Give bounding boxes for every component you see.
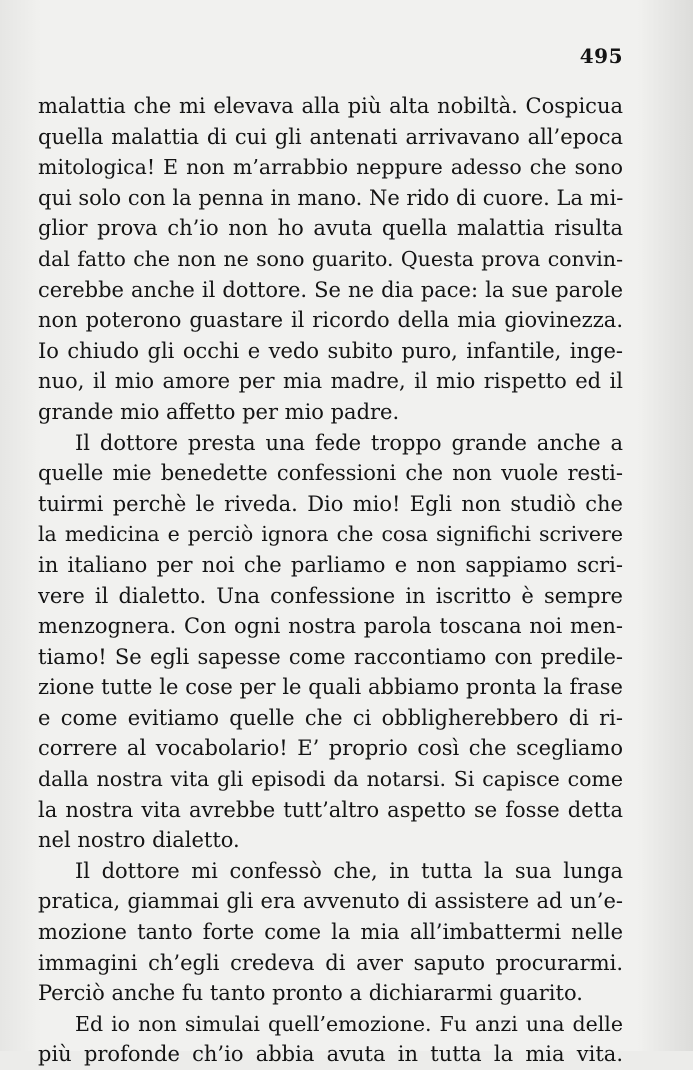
text-line: mitologica! E non m’arrabbio neppure adesso che sono bbox=[38, 155, 623, 180]
text-line: dal fatto che non ne sono guarito. Questa prova convin- bbox=[38, 246, 623, 271]
text-line: dalla nostra vita gli episodi da notarsi. Si capisce come bbox=[38, 767, 623, 792]
text-line: nuo, il mio amore per mia madre, il mio rispetto ed il bbox=[38, 369, 623, 394]
text-line: Ed io non simulai quell’emozione. Fu anzi una delle bbox=[75, 1011, 623, 1036]
text-line: non poterono guastare il ricordo della mia giovinezza. bbox=[38, 308, 623, 333]
text-line: in italiano per noi che parliamo e non sappiamo scri- bbox=[38, 552, 623, 577]
text-line: Il dottore presta una fede troppo grande anche a bbox=[75, 430, 623, 455]
text-line: Perciò anche fu tanto pronto a dichiararmi guarito. bbox=[38, 981, 583, 1006]
text-line: correre al vocabolario! E’ proprio così che scegliamo bbox=[38, 736, 623, 761]
text-line: e come evitiamo quelle che ci obbligherebbero di ri- bbox=[38, 705, 623, 730]
text-line: immagini ch’egli credeva di aver saputo procurarmi. bbox=[38, 950, 623, 975]
text-line: la nostra vita avrebbe tutt’altro aspetto se fosse detta bbox=[38, 797, 623, 822]
text-line: tuirmi perchè le riveda. Dio mio! Egli non studiò che bbox=[38, 491, 623, 516]
text-line: menzognera. Con ogni nostra parola toscana noi men- bbox=[38, 614, 623, 639]
text-line: Il dottore mi confessò che, in tutta la sua lunga bbox=[75, 858, 623, 883]
text-line: malattia che mi elevava alla più alta nobiltà. Cospicua bbox=[38, 94, 623, 118]
body-text bbox=[38, 91, 623, 1070]
text-line: pratica, giammai gli era avvenuto di assistere ad un’e- bbox=[38, 889, 623, 914]
text-line: la medicina e perciò ignora che cosa significhi scrivere bbox=[38, 522, 623, 547]
text-line: tiamo! Se egli sapesse come raccontiamo con predile- bbox=[38, 644, 623, 669]
text-line: più profonde ch’io abbia avuta in tutta la mia vita. bbox=[38, 1042, 623, 1067]
text-line: nel nostro dialetto. bbox=[38, 828, 240, 853]
text-line: qui solo con la penna in mano. Ne rido di cuore. La mi- bbox=[38, 185, 623, 210]
text-line: vere il dialetto. Una confessione in iscritto è sempre bbox=[38, 583, 623, 608]
text-line: grande mio affetto per mio padre. bbox=[38, 399, 400, 424]
page-number: 495 bbox=[579, 44, 623, 68]
text-line: quella malattia di cui gli antenati arrivavano all’epoca bbox=[38, 124, 623, 149]
text-line: Io chiudo gli occhi e vedo subito puro, infantile, inge- bbox=[38, 338, 623, 363]
text-line: quelle mie benedette confessioni che non vuole resti- bbox=[38, 461, 623, 486]
text-line: zione tutte le cose per le quali abbiamo pronta la frase bbox=[38, 675, 623, 700]
text-line: cerebbe anche il dottore. Se ne dia pace: la sue parole bbox=[38, 277, 623, 302]
text-line: glior prova ch’io non ho avuta quella malattia risulta bbox=[38, 216, 623, 241]
text-line: mozione tanto forte come la mia all’imbattermi nelle bbox=[38, 920, 623, 945]
